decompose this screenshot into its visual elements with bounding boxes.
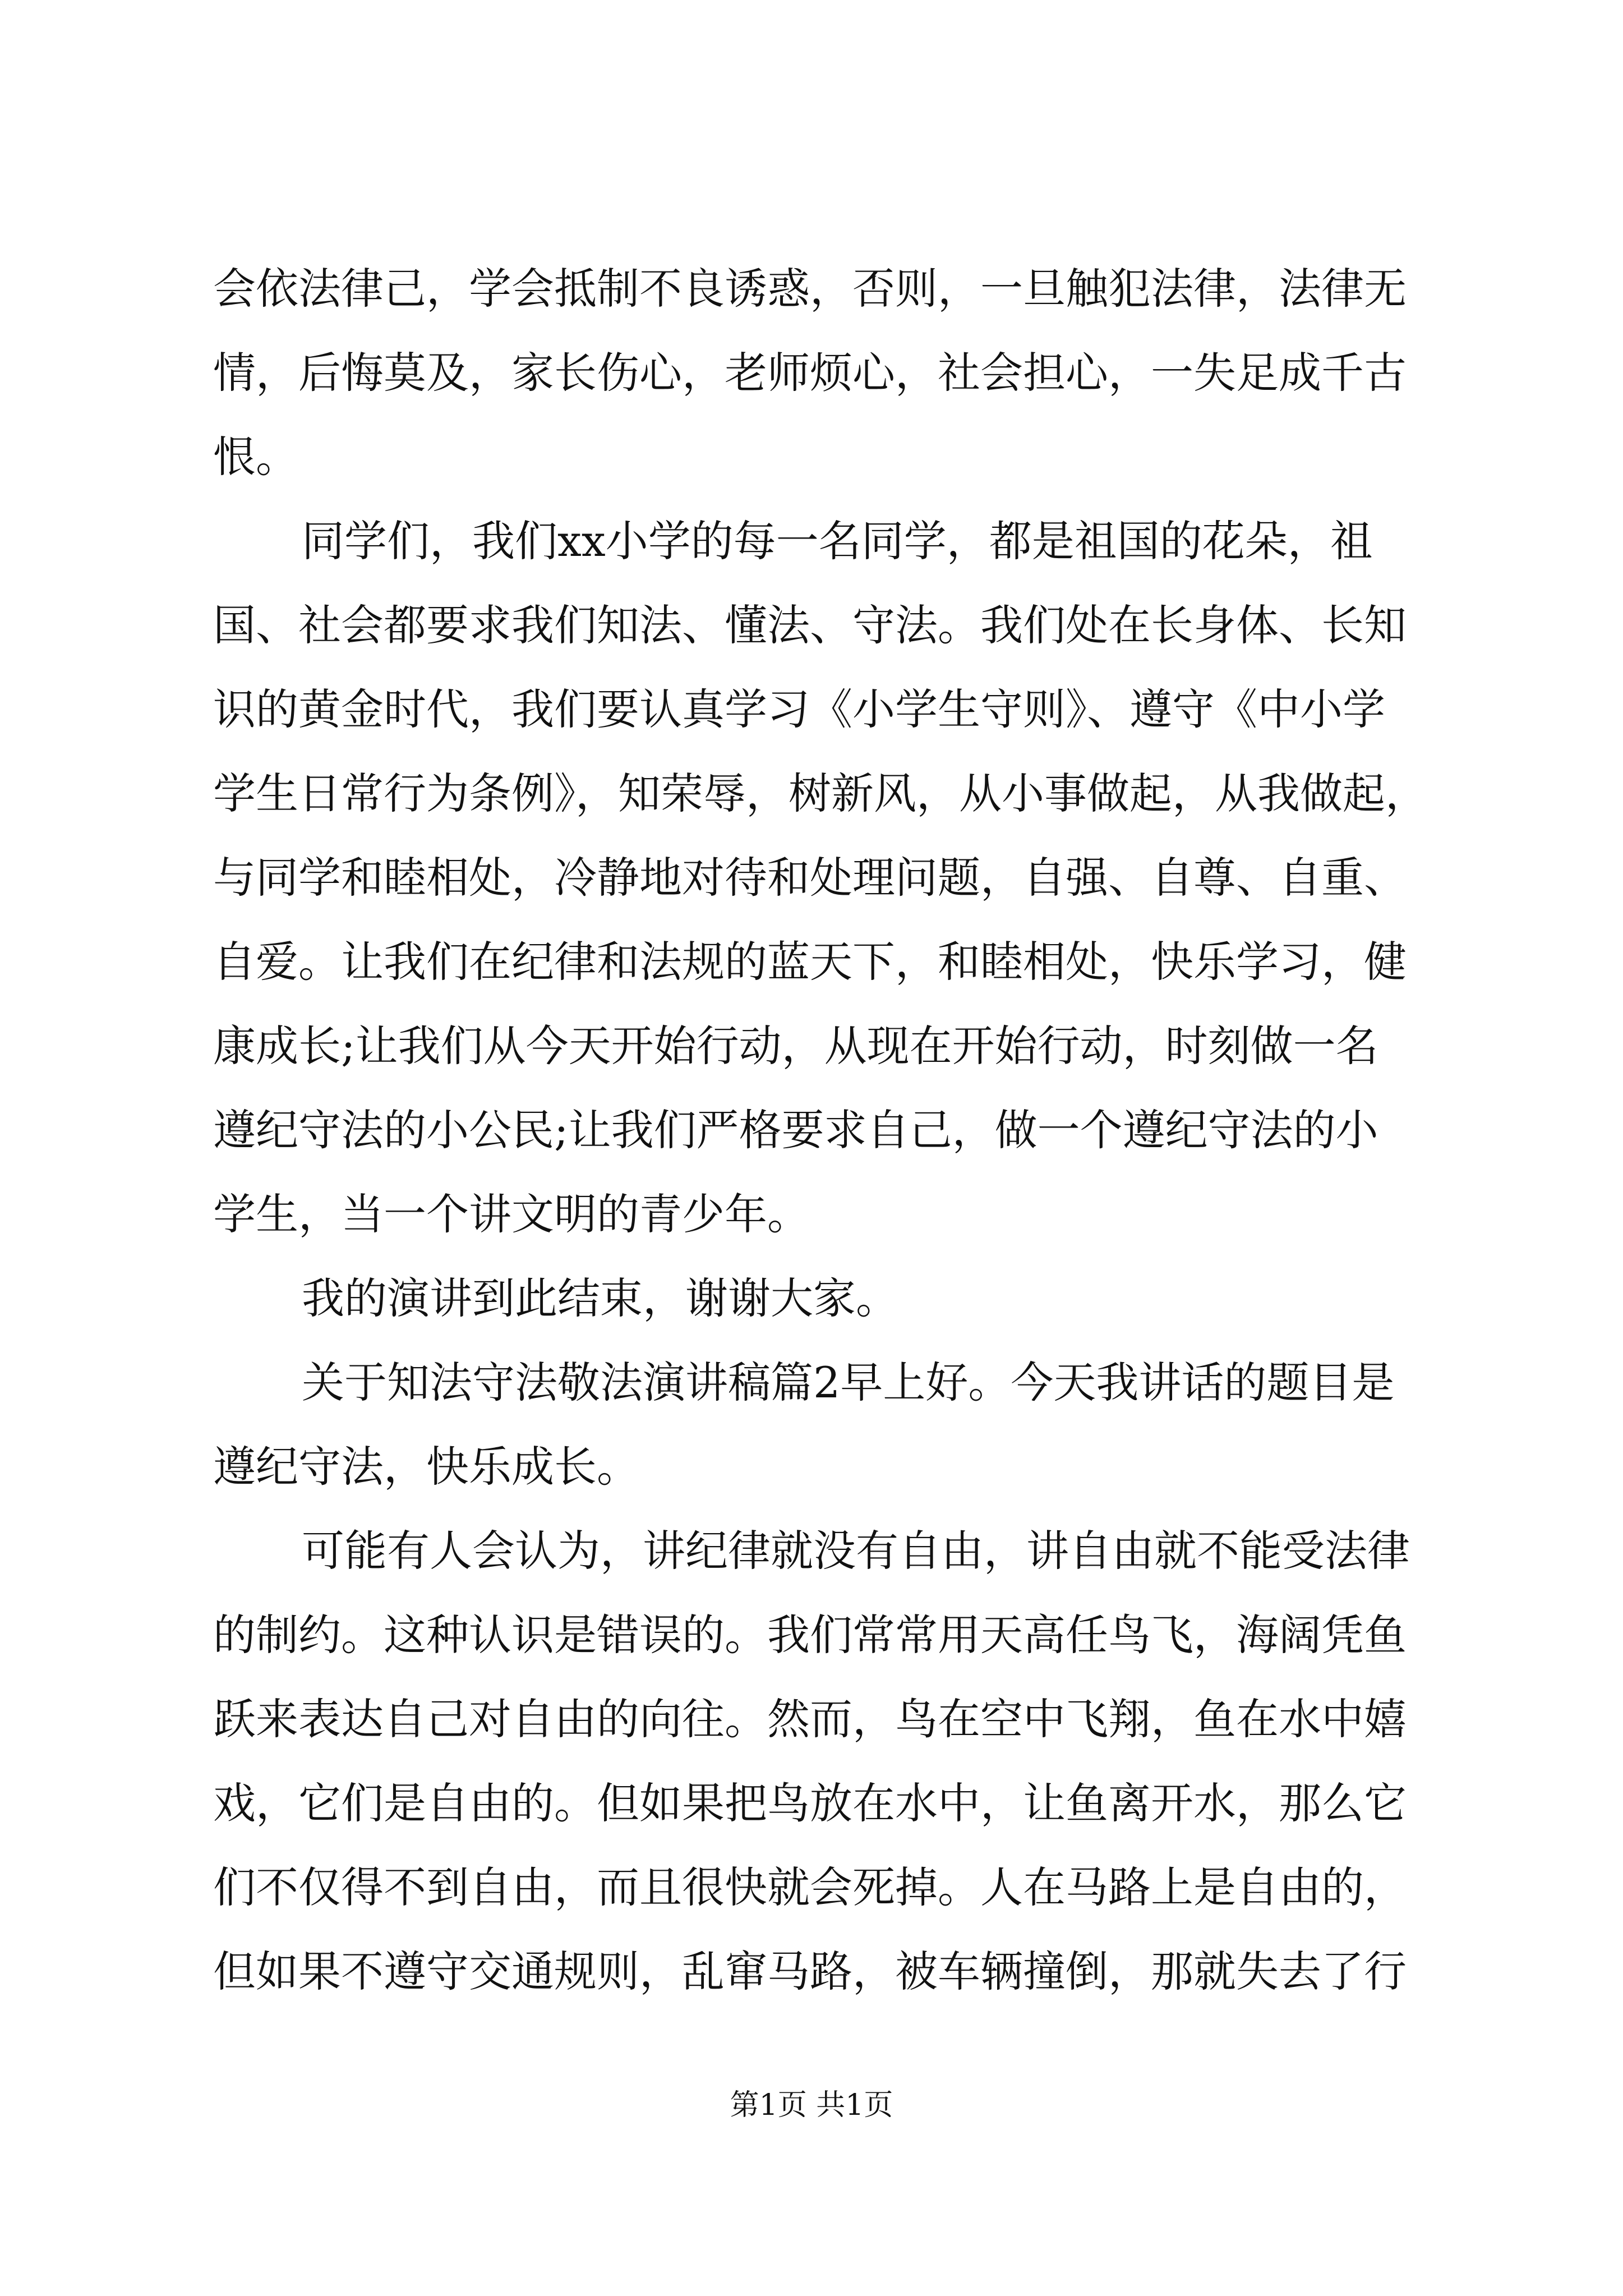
text-line: 会依法律己，学会抵制不良诱惑，否则，一旦触犯法律，法律无 xyxy=(213,264,1407,314)
text-line: 可能有人会认为，讲纪律就没有自由，讲自由就不能受法律 xyxy=(302,1526,1410,1576)
text-line: 遵纪守法，快乐成长。 xyxy=(213,1442,639,1492)
text-line: 的制约。这种认识是错误的。我们常常用天高任鸟飞，海阔凭鱼 xyxy=(213,1610,1407,1660)
document-body xyxy=(213,247,1428,2014)
text-line: 与同学和睦相处，冷静地对待和处理问题，自强、自尊、自重、 xyxy=(213,853,1407,903)
text-line: 情，后悔莫及，家长伤心，老师烦心，社会担心，一失足成千古 xyxy=(213,348,1407,398)
text-line: 同学们，我们xx小学的每一名同学，都是祖国的花朵，祖 xyxy=(302,516,1373,566)
text-line: 识的黄金时代，我们要认真学习《小学生守则》、遵守《中小学 xyxy=(213,684,1385,734)
text-line: 康成长;让我们从今天开始行动，从现在开始行动，时刻做一名 xyxy=(213,1021,1378,1071)
text-line: 学生，当一个讲文明的青少年。 xyxy=(213,1189,810,1239)
text-line: 但如果不遵守交通规则，乱窜马路，被车辆撞倒，那就失去了行 xyxy=(213,1947,1407,1996)
text-line: 国、社会都要求我们知法、懂法、守法。我们处在长身体、长知 xyxy=(213,600,1407,650)
text-line: 关于知法守法敬法演讲稿篇2早上好。今天我讲话的题目是 xyxy=(302,1358,1395,1407)
text-line: 们不仅得不到自由，而且很快就会死掉。人在马路上是自由的， xyxy=(213,1862,1407,1912)
page-footer: 第1页 共1页 xyxy=(730,2088,893,2122)
text-line: 学生日常行为条例》，知荣辱，树新风，从小事做起，从我做起， xyxy=(213,769,1428,818)
text-line: 跃来表达自己对自由的向往。然而，鸟在空中飞翔，鱼在水中嬉 xyxy=(213,1694,1407,1744)
text-line: 遵纪守法的小公民;让我们严格要求自己，做一个遵纪守法的小 xyxy=(213,1105,1378,1155)
text-line: 我的演讲到此结束，谢谢大家。 xyxy=(302,1273,898,1323)
text-line: 戏，它们是自由的。但如果把鸟放在水中，让鱼离开水，那么它 xyxy=(213,1778,1407,1828)
text-line: 恨。 xyxy=(213,432,298,482)
text-line: 自爱。让我们在纪律和法规的蓝天下，和睦相处，快乐学习，健 xyxy=(213,937,1407,987)
